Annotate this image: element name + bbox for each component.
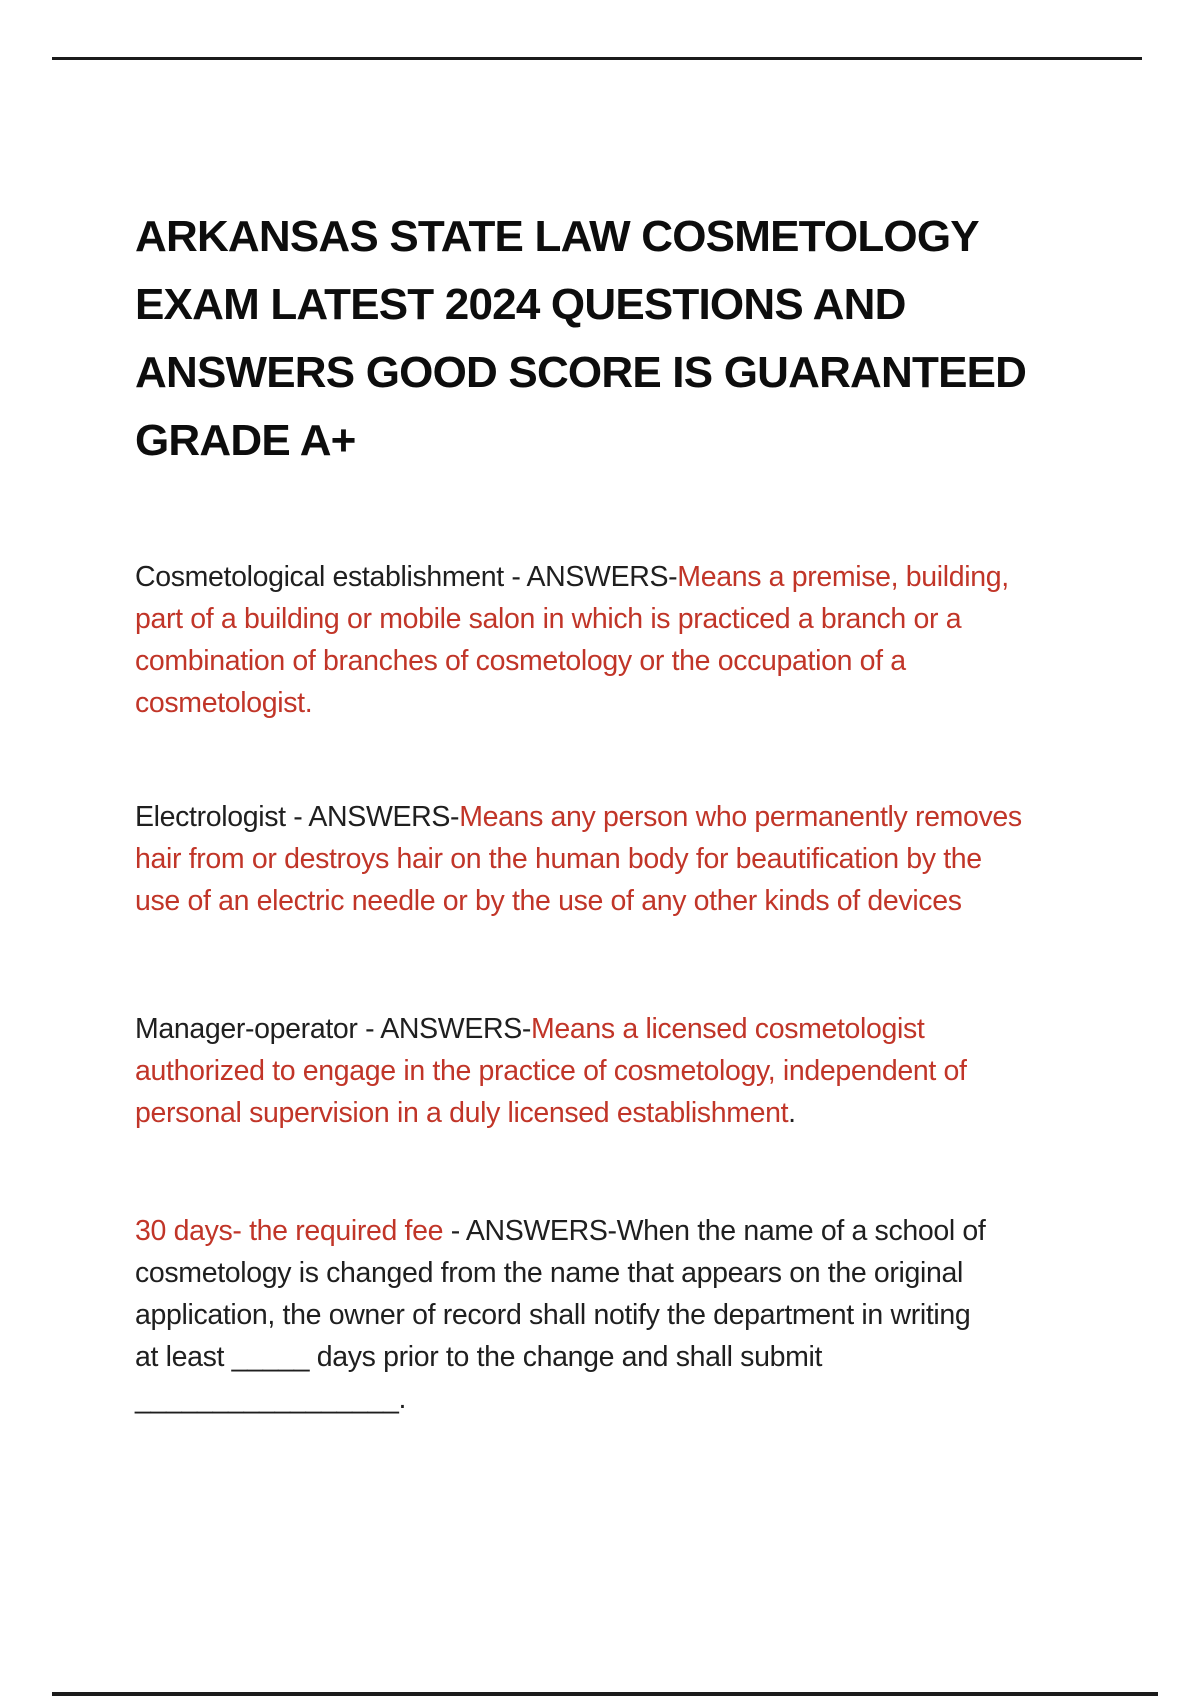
qa-text-segment: Cosmetological establishment - ANSWERS- <box>135 561 678 593</box>
qa-text-segment: Means any person who permanently removes <box>459 801 1022 833</box>
qa-line <box>135 598 1009 640</box>
qa-paragraph <box>135 1008 967 1134</box>
document-title-line: EXAM LATEST 2024 QUESTIONS AND <box>135 280 906 329</box>
qa-line <box>135 1210 985 1252</box>
qa-text-segment: _________________. <box>135 1383 407 1415</box>
qa-line <box>135 1378 985 1420</box>
qa-text-segment: part of a building or mobile salon in which is practiced a branch or a <box>135 603 962 635</box>
qa-text-segment: cosmetologist. <box>135 687 313 719</box>
qa-line <box>135 880 1022 922</box>
qa-line <box>135 556 1009 598</box>
qa-text-segment: application, the owner of record shall notify the department in writing <box>135 1299 971 1331</box>
qa-text-segment: Means a licensed cosmetologist <box>531 1013 925 1045</box>
qa-line <box>135 838 1022 880</box>
document-title <box>135 203 1026 475</box>
document-title-line: ANSWERS GOOD SCORE IS GUARANTEED <box>135 348 1027 397</box>
qa-text-segment: cosmetology is changed from the name that appears on the original <box>135 1257 964 1289</box>
qa-text-segment: use of an electric needle or by the use of any other kinds of devices <box>135 885 962 917</box>
document-title-line: GRADE A+ <box>135 416 356 465</box>
qa-text-segment: . <box>788 1097 796 1129</box>
qa-text-segment: combination of branches of cosmetology or the occupation of a <box>135 645 906 677</box>
qa-line <box>135 1008 967 1050</box>
qa-paragraph <box>135 796 1022 922</box>
qa-paragraph <box>135 1210 985 1420</box>
qa-line <box>135 1252 985 1294</box>
qa-text-segment: Electrologist - ANSWERS- <box>135 801 460 833</box>
bottom-rule <box>52 1692 1158 1696</box>
qa-line <box>135 1050 967 1092</box>
qa-text-segment: - ANSWERS-When the name of a school of <box>443 1215 986 1247</box>
qa-text-segment: Means a premise, building, <box>677 561 1009 593</box>
qa-line <box>135 640 1009 682</box>
qa-line <box>135 1092 967 1134</box>
qa-text-segment: 30 days- the required fee <box>135 1215 444 1247</box>
qa-text-segment: personal supervision in a duly licensed establishment <box>135 1097 789 1129</box>
qa-line <box>135 682 1009 724</box>
qa-text-segment: authorized to engage in the practice of cosmetology, independent of <box>135 1055 967 1087</box>
qa-text-segment: hair from or destroys hair on the human body for beautification by the <box>135 843 982 875</box>
qa-line <box>135 796 1022 838</box>
document-title-line: ARKANSAS STATE LAW COSMETOLOGY <box>135 212 979 261</box>
qa-line <box>135 1294 985 1336</box>
qa-text-segment: at least _____ days prior to the change and shall submit <box>135 1341 823 1373</box>
qa-line <box>135 1336 985 1378</box>
qa-text-segment: Manager-operator - ANSWERS- <box>135 1013 532 1045</box>
qa-paragraph <box>135 556 1009 724</box>
top-rule <box>52 57 1142 60</box>
